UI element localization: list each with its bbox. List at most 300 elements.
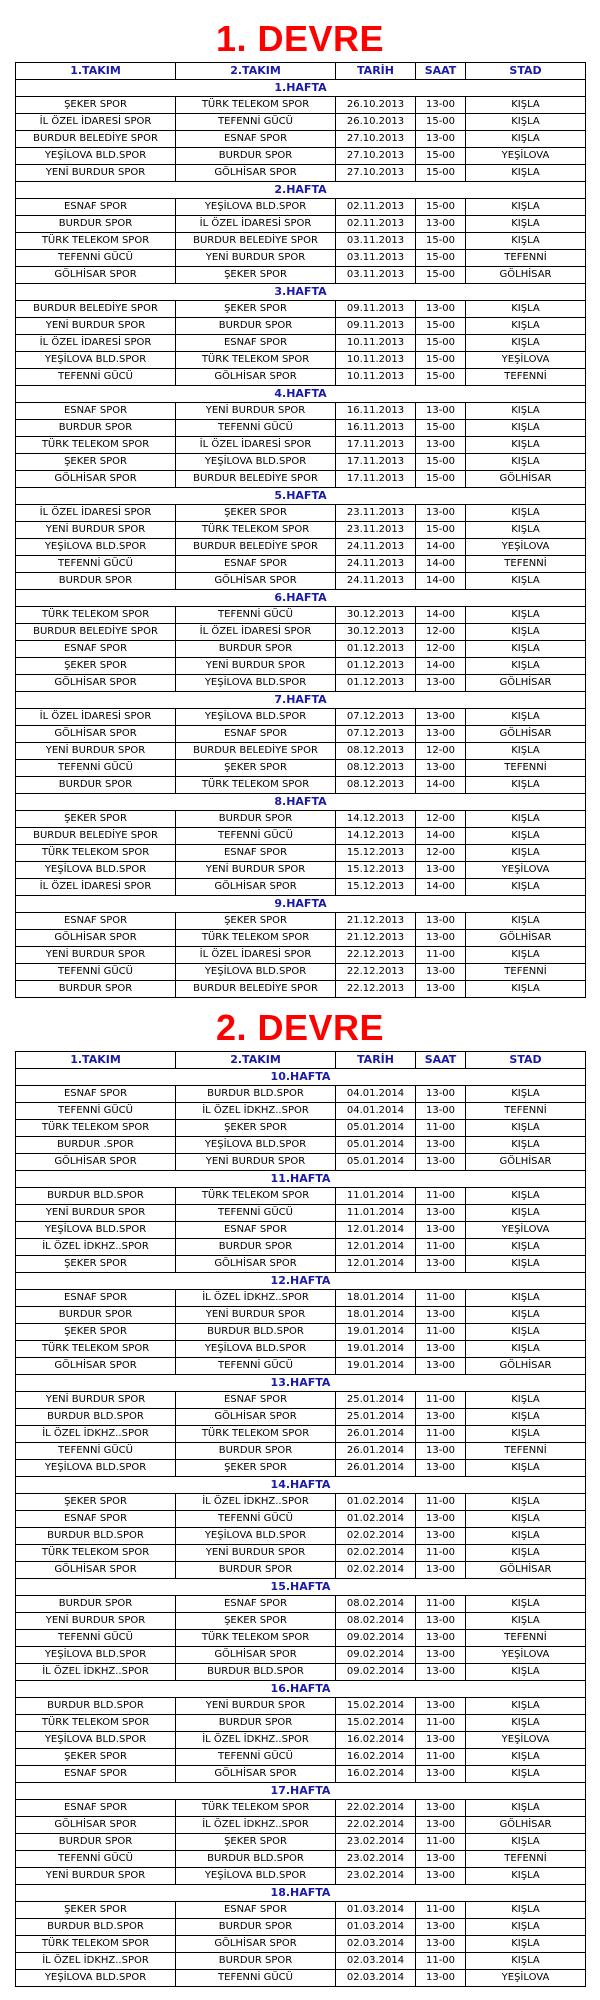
table-header-row [16,63,586,80]
away-team-cell: GÖLHİSAR SPOR [176,1409,336,1426]
time-cell: 13-00 [416,1205,466,1222]
away-team-cell: YENİ BURDUR SPOR [176,403,336,420]
match-row [16,1545,586,1562]
away-team-cell: İL ÖZEL İDKHZ..SPOR [176,1494,336,1511]
match-row [16,1324,586,1341]
time-cell: 14-00 [416,879,466,896]
week-label: 15.HAFTA [16,1579,586,1596]
home-team-cell: BURDUR SPOR [16,1596,176,1613]
stadium-cell: KIŞLA [466,1800,586,1817]
away-team-cell: YENİ BURDUR SPOR [176,1154,336,1171]
date-cell: 02.02.2014 [336,1545,416,1562]
stadium-cell: TEFENNİ [466,1630,586,1647]
match-row [16,97,586,114]
stadium-cell: TEFENNİ [466,1443,586,1460]
date-cell: 03.11.2013 [336,250,416,267]
time-cell: 13-00 [416,1460,466,1477]
away-team-cell: BURDUR BLD.SPOR [176,1664,336,1681]
stadium-cell: GÖLHİSAR [466,1154,586,1171]
home-team-cell: BURDUR SPOR [16,777,176,794]
time-cell: 13-00 [416,131,466,148]
time-cell: 13-00 [416,1086,466,1103]
away-team-cell: GÖLHİSAR SPOR [176,1256,336,1273]
home-team-cell: YEŞİLOVA BLD.SPOR [16,1970,176,1987]
time-cell: 11-00 [416,1324,466,1341]
header-date: TARİH [336,63,416,80]
home-team-cell: GÖLHİSAR SPOR [16,1562,176,1579]
time-cell: 13-00 [416,1341,466,1358]
home-team-cell: BURDUR BLD.SPOR [16,1919,176,1936]
time-cell: 12-00 [416,845,466,862]
stadium-cell: TEFENNİ [466,760,586,777]
stadium-cell: KIŞLA [466,573,586,590]
away-team-cell: ŞEKER SPOR [176,760,336,777]
match-row [16,930,586,947]
time-cell: 15-00 [416,369,466,386]
stadium-cell: KIŞLA [466,233,586,250]
home-team-cell: TÜRK TELEKOM SPOR [16,845,176,862]
away-team-cell: YEŞİLOVA BLD.SPOR [176,1868,336,1885]
stadium-cell: YEŞİLOVA [466,539,586,556]
date-cell: 05.01.2014 [336,1154,416,1171]
match-row [16,1562,586,1579]
time-cell: 13-00 [416,505,466,522]
home-team-cell: ŞEKER SPOR [16,1256,176,1273]
date-cell: 21.12.2013 [336,930,416,947]
home-team-cell: ESNAF SPOR [16,403,176,420]
match-row [16,1392,586,1409]
date-cell: 08.02.2014 [336,1613,416,1630]
header-team1: 1.TAKIM [16,1052,176,1069]
match-row [16,148,586,165]
away-team-cell: YEŞİLOVA BLD.SPOR [176,709,336,726]
away-team-cell: ŞEKER SPOR [176,1460,336,1477]
away-team-cell: TEFENNİ GÜCÜ [176,1749,336,1766]
away-team-cell: BURDUR SPOR [176,1239,336,1256]
time-cell: 11-00 [416,1188,466,1205]
home-team-cell: BURDUR SPOR [16,1307,176,1324]
week-label: 13.HAFTA [16,1375,586,1392]
stadium-cell: KIŞLA [466,505,586,522]
time-cell: 15-00 [416,233,466,250]
stadium-cell: KIŞLA [466,1902,586,1919]
home-team-cell: TEFENNİ GÜCÜ [16,964,176,981]
match-row [16,624,586,641]
time-cell: 15-00 [416,335,466,352]
week-row [16,80,586,97]
match-row [16,1528,586,1545]
time-cell: 13-00 [416,930,466,947]
away-team-cell: YEŞİLOVA BLD.SPOR [176,1528,336,1545]
stadium-cell: KIŞLA [466,1341,586,1358]
time-cell: 13-00 [416,1613,466,1630]
time-cell: 15-00 [416,267,466,284]
home-team-cell: ESNAF SPOR [16,199,176,216]
time-cell: 11-00 [416,1902,466,1919]
away-team-cell: GÖLHİSAR SPOR [176,369,336,386]
date-cell: 16.02.2014 [336,1732,416,1749]
week-row [16,1579,586,1596]
away-team-cell: BURDUR SPOR [176,1953,336,1970]
match-row [16,318,586,335]
stadium-cell: KIŞLA [466,828,586,845]
date-cell: 17.11.2013 [336,437,416,454]
away-team-cell: ESNAF SPOR [176,556,336,573]
date-cell: 02.02.2014 [336,1562,416,1579]
date-cell: 23.11.2013 [336,505,416,522]
time-cell: 13-00 [416,1817,466,1834]
home-team-cell: ŞEKER SPOR [16,97,176,114]
home-team-cell: İL ÖZEL İDARESİ SPOR [16,114,176,131]
match-row [16,1290,586,1307]
stadium-cell: KIŞLA [466,777,586,794]
date-cell: 04.01.2014 [336,1086,416,1103]
time-cell: 11-00 [416,1545,466,1562]
match-row [16,1868,586,1885]
stadium-cell: GÖLHİSAR [466,1562,586,1579]
away-team-cell: GÖLHİSAR SPOR [176,573,336,590]
week-label: 2.HAFTA [16,182,586,199]
away-team-cell: YEŞİLOVA BLD.SPOR [176,964,336,981]
away-team-cell: ŞEKER SPOR [176,1834,336,1851]
match-row [16,250,586,267]
stadium-cell: KIŞLA [466,1545,586,1562]
stadium-cell: KIŞLA [466,318,586,335]
away-team-cell: BURDUR SPOR [176,318,336,335]
away-team-cell: YENİ BURDUR SPOR [176,250,336,267]
away-team-cell: TÜRK TELEKOM SPOR [176,777,336,794]
match-row [16,505,586,522]
stadium-cell: KIŞLA [466,913,586,930]
date-cell: 01.02.2014 [336,1511,416,1528]
stadium-cell: KIŞLA [466,1766,586,1783]
match-row [16,658,586,675]
match-row [16,1902,586,1919]
stadium-cell: KIŞLA [466,1528,586,1545]
week-label: 16.HAFTA [16,1681,586,1698]
home-team-cell: YENİ BURDUR SPOR [16,1205,176,1222]
match-row [16,1613,586,1630]
home-team-cell: İL ÖZEL İDKHZ..SPOR [16,1426,176,1443]
match-row [16,539,586,556]
date-cell: 22.12.2013 [336,947,416,964]
home-team-cell: ŞEKER SPOR [16,454,176,471]
away-team-cell: ESNAF SPOR [176,845,336,862]
time-cell: 13-00 [416,675,466,692]
home-team-cell: GÖLHİSAR SPOR [16,1817,176,1834]
week-row [16,1783,586,1800]
week-row [16,1273,586,1290]
match-row [16,1222,586,1239]
date-cell: 08.12.2013 [336,777,416,794]
away-team-cell: ŞEKER SPOR [176,505,336,522]
stadium-cell: KIŞLA [466,131,586,148]
week-row [16,386,586,403]
stadium-cell: KIŞLA [466,624,586,641]
time-cell: 13-00 [416,709,466,726]
away-team-cell: TEFENNİ GÜCÜ [176,1358,336,1375]
time-cell: 15-00 [416,420,466,437]
match-row [16,760,586,777]
match-row [16,1086,586,1103]
away-team-cell: TEFENNİ GÜCÜ [176,607,336,624]
stadium-cell: KIŞLA [466,216,586,233]
match-row [16,1749,586,1766]
second-half-fixture-table [15,1051,586,1987]
match-row [16,1732,586,1749]
match-row [16,641,586,658]
away-team-cell: TÜRK TELEKOM SPOR [176,522,336,539]
stadium-cell: KIŞLA [466,1086,586,1103]
date-cell: 02.11.2013 [336,216,416,233]
date-cell: 08.12.2013 [336,760,416,777]
stadium-cell: KIŞLA [466,1290,586,1307]
away-team-cell: BURDUR BLD.SPOR [176,1851,336,1868]
home-team-cell: TEFENNİ GÜCÜ [16,760,176,777]
time-cell: 13-00 [416,216,466,233]
time-cell: 13-00 [416,1664,466,1681]
match-row [16,131,586,148]
week-row [16,1069,586,1086]
week-label: 5.HAFTA [16,488,586,505]
time-cell: 11-00 [416,1290,466,1307]
home-team-cell: TEFENNİ GÜCÜ [16,556,176,573]
away-team-cell: TÜRK TELEKOM SPOR [176,352,336,369]
stadium-cell: KIŞLA [466,1239,586,1256]
home-team-cell: GÖLHİSAR SPOR [16,1358,176,1375]
stadium-cell: KIŞLA [466,947,586,964]
away-team-cell: İL ÖZEL İDARESİ SPOR [176,216,336,233]
date-cell: 01.12.2013 [336,675,416,692]
date-cell: 26.01.2014 [336,1443,416,1460]
match-row [16,675,586,692]
time-cell: 13-00 [416,1970,466,1987]
match-row [16,216,586,233]
match-row [16,1103,586,1120]
away-team-cell: BURDUR SPOR [176,811,336,828]
stadium-cell: KIŞLA [466,1868,586,1885]
home-team-cell: TEFENNİ GÜCÜ [16,1443,176,1460]
first-half-title: 1. DEVRE [215,18,385,59]
match-row [16,233,586,250]
stadium-cell: KIŞLA [466,1919,586,1936]
stadium-cell: KIŞLA [466,1613,586,1630]
away-team-cell: YEŞİLOVA BLD.SPOR [176,1137,336,1154]
match-row [16,1137,586,1154]
match-row [16,1596,586,1613]
time-cell: 11-00 [416,1715,466,1732]
date-cell: 19.01.2014 [336,1324,416,1341]
date-cell: 09.02.2014 [336,1664,416,1681]
match-row [16,607,586,624]
stadium-cell: KIŞLA [466,199,586,216]
home-team-cell: ŞEKER SPOR [16,1494,176,1511]
stadium-cell: KIŞLA [466,743,586,760]
match-row [16,1851,586,1868]
date-cell: 24.11.2013 [336,556,416,573]
away-team-cell: TÜRK TELEKOM SPOR [176,930,336,947]
time-cell: 13-00 [416,726,466,743]
away-team-cell: TEFENNİ GÜCÜ [176,1970,336,1987]
home-team-cell: TEFENNİ GÜCÜ [16,369,176,386]
header-time: SAAT [416,1052,466,1069]
away-team-cell: BURDUR BELEDİYE SPOR [176,471,336,488]
date-cell: 26.10.2013 [336,97,416,114]
stadium-cell: TEFENNİ [466,1103,586,1120]
week-row [16,1885,586,1902]
home-team-cell: ESNAF SPOR [16,641,176,658]
time-cell: 13-00 [416,301,466,318]
time-cell: 12-00 [416,743,466,760]
week-row [16,590,586,607]
match-row [16,1953,586,1970]
date-cell: 18.01.2014 [336,1307,416,1324]
home-team-cell: TÜRK TELEKOM SPOR [16,1341,176,1358]
week-label: 8.HAFTA [16,794,586,811]
match-row [16,828,586,845]
match-row [16,471,586,488]
home-team-cell: ESNAF SPOR [16,1800,176,1817]
date-cell: 27.10.2013 [336,165,416,182]
date-cell: 24.11.2013 [336,573,416,590]
date-cell: 18.01.2014 [336,1290,416,1307]
date-cell: 23.02.2014 [336,1834,416,1851]
time-cell: 13-00 [416,1103,466,1120]
time-cell: 13-00 [416,981,466,998]
away-team-cell: YENİ BURDUR SPOR [176,1307,336,1324]
week-label: 7.HAFTA [16,692,586,709]
date-cell: 02.02.2014 [336,1528,416,1545]
match-row [16,845,586,862]
away-team-cell: TEFENNİ GÜCÜ [176,1205,336,1222]
match-row [16,1936,586,1953]
stadium-cell: GÖLHİSAR [466,267,586,284]
time-cell: 13-00 [416,1511,466,1528]
match-row [16,1494,586,1511]
date-cell: 16.02.2014 [336,1749,416,1766]
away-team-cell: GÖLHİSAR SPOR [176,1647,336,1664]
date-cell: 01.12.2013 [336,641,416,658]
time-cell: 12-00 [416,811,466,828]
stadium-cell: KIŞLA [466,845,586,862]
date-cell: 08.12.2013 [336,743,416,760]
time-cell: 13-00 [416,1409,466,1426]
time-cell: 13-00 [416,1732,466,1749]
date-cell: 07.12.2013 [336,726,416,743]
away-team-cell: BURDUR BELEDİYE SPOR [176,233,336,250]
match-row [16,1154,586,1171]
stadium-cell: TEFENNİ [466,369,586,386]
stadium-cell: KIŞLA [466,1494,586,1511]
away-team-cell: BURDUR SPOR [176,148,336,165]
time-cell: 13-00 [416,403,466,420]
stadium-cell: YEŞİLOVA [466,1647,586,1664]
stadium-cell: KIŞLA [466,1392,586,1409]
stadium-cell: KIŞLA [466,1596,586,1613]
time-cell: 15-00 [416,114,466,131]
stadium-cell: KIŞLA [466,1307,586,1324]
date-cell: 09.11.2013 [336,301,416,318]
away-team-cell: BURDUR BELEDİYE SPOR [176,539,336,556]
week-row [16,284,586,301]
home-team-cell: YEŞİLOVA BLD.SPOR [16,862,176,879]
match-row [16,301,586,318]
time-cell: 13-00 [416,1647,466,1664]
stadium-cell: KIŞLA [466,1936,586,1953]
time-cell: 15-00 [416,199,466,216]
away-team-cell: BURDUR BELEDİYE SPOR [176,981,336,998]
home-team-cell: YENİ BURDUR SPOR [16,165,176,182]
time-cell: 13-00 [416,1137,466,1154]
week-row [16,1477,586,1494]
stadium-cell: KIŞLA [466,709,586,726]
match-row [16,1205,586,1222]
away-team-cell: GÖLHİSAR SPOR [176,165,336,182]
time-cell: 15-00 [416,318,466,335]
match-row [16,913,586,930]
date-cell: 11.01.2014 [336,1205,416,1222]
time-cell: 13-00 [416,1919,466,1936]
away-team-cell: ESNAF SPOR [176,1392,336,1409]
date-cell: 26.01.2014 [336,1426,416,1443]
away-team-cell: YENİ BURDUR SPOR [176,1698,336,1715]
match-row [16,1919,586,1936]
stadium-cell: TEFENNİ [466,556,586,573]
home-team-cell: TÜRK TELEKOM SPOR [16,1715,176,1732]
week-row [16,1171,586,1188]
home-team-cell: YENİ BURDUR SPOR [16,947,176,964]
home-team-cell: ESNAF SPOR [16,1086,176,1103]
away-team-cell: ŞEKER SPOR [176,1120,336,1137]
header-team2: 2.TAKIM [176,1052,336,1069]
away-team-cell: GÖLHİSAR SPOR [176,879,336,896]
away-team-cell: BURDUR SPOR [176,641,336,658]
home-team-cell: TEFENNİ GÜCÜ [16,1630,176,1647]
time-cell: 14-00 [416,573,466,590]
away-team-cell: ŞEKER SPOR [176,301,336,318]
stadium-cell: KIŞLA [466,420,586,437]
home-team-cell: TÜRK TELEKOM SPOR [16,1545,176,1562]
stadium-cell: KIŞLA [466,1409,586,1426]
time-cell: 11-00 [416,947,466,964]
away-team-cell: TEFENNİ GÜCÜ [176,114,336,131]
date-cell: 25.01.2014 [336,1409,416,1426]
home-team-cell: ESNAF SPOR [16,913,176,930]
date-cell: 19.01.2014 [336,1341,416,1358]
match-row [16,1409,586,1426]
home-team-cell: YENİ BURDUR SPOR [16,1613,176,1630]
date-cell: 21.12.2013 [336,913,416,930]
away-team-cell: İL ÖZEL İDKHZ..SPOR [176,1732,336,1749]
date-cell: 01.02.2014 [336,1494,416,1511]
away-team-cell: BURDUR BLD.SPOR [176,1086,336,1103]
away-team-cell: TÜRK TELEKOM SPOR [176,1800,336,1817]
away-team-cell: İL ÖZEL İDKHZ..SPOR [176,1817,336,1834]
away-team-cell: BURDUR SPOR [176,1715,336,1732]
date-cell: 08.02.2014 [336,1596,416,1613]
stadium-cell: KIŞLA [466,1188,586,1205]
match-row [16,114,586,131]
home-team-cell: TÜRK TELEKOM SPOR [16,437,176,454]
match-row [16,1970,586,1987]
home-team-cell: BURDUR .SPOR [16,1137,176,1154]
home-team-cell: ŞEKER SPOR [16,1902,176,1919]
home-team-cell: ESNAF SPOR [16,1290,176,1307]
stadium-cell: GÖLHİSAR [466,930,586,947]
date-cell: 16.11.2013 [336,403,416,420]
away-team-cell: YEŞİLOVA BLD.SPOR [176,199,336,216]
away-team-cell: İL ÖZEL İDKHZ..SPOR [176,1290,336,1307]
